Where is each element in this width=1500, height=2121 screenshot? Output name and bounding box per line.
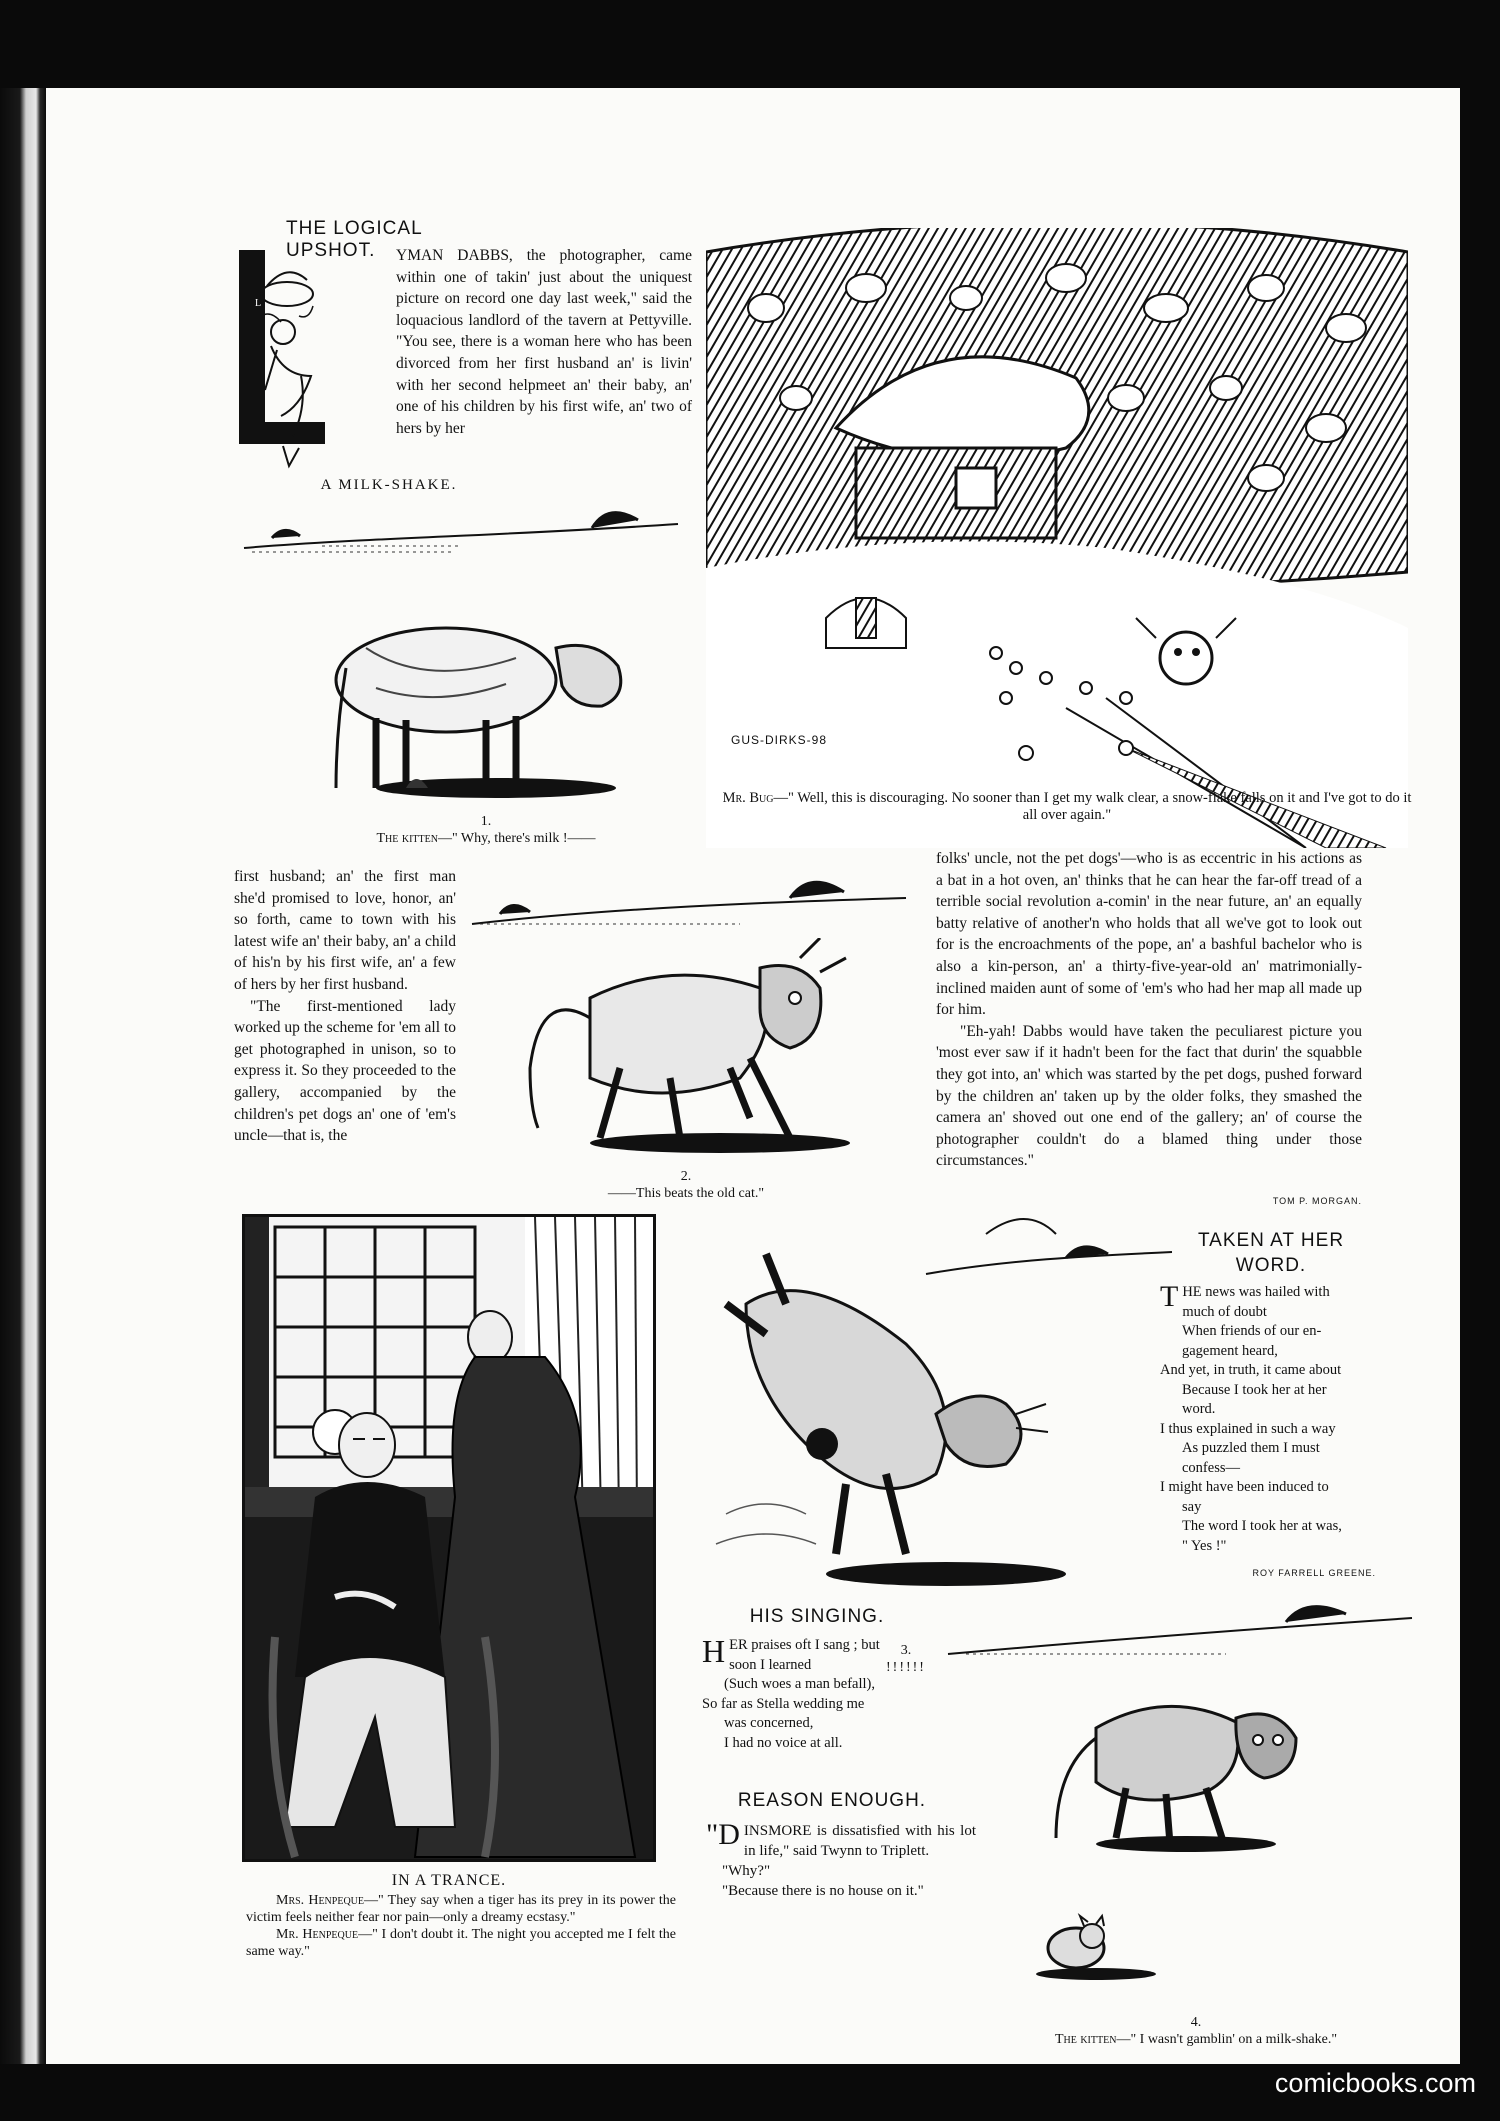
trance-caption (246, 1892, 676, 1960)
poem-line: say (1182, 1498, 1202, 1515)
panel4-caption (986, 2014, 1406, 2048)
panel2-bull-illustration (520, 938, 880, 1168)
reason-drop-cap: "D (706, 1818, 740, 1851)
taken-poem-lines (1160, 1280, 1390, 1556)
poem-line: confess— (1182, 1459, 1240, 1476)
poem-line: And yet, in truth, it came about (1160, 1362, 1342, 1378)
bug-cartoon-signature: GUS-DIRKS-98 (731, 733, 828, 747)
poem-line: The word I took her at was, (1182, 1518, 1342, 1534)
his-singing-title: HIS SINGING. (749, 1606, 885, 1627)
trance-speaker2: Mr. Henpeque (276, 1927, 359, 1942)
poem-line: was concerned, (724, 1715, 814, 1731)
poem-line: So far as Stella wedding me (702, 1695, 865, 1712)
panel2-text: ——This beats the old cat." (607, 1186, 765, 1201)
panel4-number: 4. (1190, 2015, 1202, 2030)
poem-line: soon I learned (729, 1656, 812, 1673)
panel2-number: 2. (680, 1169, 692, 1184)
logical-upshot-col2-p1: first husband; an' the first man she'd promised to love, honor, an' so forth, came to town with his latest wife an' their baby, an' a child of his'n by his first wife, an' a few of hers by her first husband. (234, 868, 456, 993)
logical-upshot-col3-p1: folks' uncle, not the pet dogs'—who is as eccentric in his actions as a bat in a hot oven, an' thinks that he can hear the far-off tread of a terrible social revolution a-comin' in the near future, an' an equally batty relative of another'n who holds that all we've got to look out for is the encroachments of the pope, an' a bashful bachelor who is also a kin-person, an' a thirty-five-year-old an' matrimonially-inclined maiden aunt of some of 'em's who had her map all made up for him. (936, 850, 1362, 1019)
taken-at-her-word-title: TAKEN AT HER WORD. (1197, 1230, 1345, 1276)
trance-line2: —" I don't doubt it. The night you accepted me I felt the same way." (246, 1927, 677, 1959)
poem-line: " Yes !" (1182, 1537, 1227, 1554)
taken-signature: ROY FARRELL GREENE. (1252, 1568, 1376, 1578)
poem-line: ER praises oft I sang ; but (729, 1637, 880, 1653)
logical-upshot-col1 (396, 245, 692, 439)
panel3-text: !!!!!! (886, 1660, 926, 1675)
poem-line: gagement heard, (1182, 1342, 1278, 1359)
poem-line: I thus explained in such a way (1160, 1420, 1336, 1437)
trance-line1: —" They say when a tiger has its prey in its power the victim feels neither fear nor pain—only a dreamy ecstasy." (246, 1893, 677, 1925)
reason-p1: INSMORE is dissatisfied with his lot in life," said Twynn to Triplett. (743, 1823, 976, 1859)
logical-upshot-para1: YMAN DABBS, the photographer, came within one of takin' just about the uniquest picture on record one day last week," said the loquacious landlord of the tavern at Pettyville. "You see, there is a woman here who has been divorced from her first husband an' is livin' with her second helpmeet an' their baby, an' one of his children by his first wife, an' two of hers by her (396, 247, 692, 437)
panel4-cow-and-kitten-illustration (1026, 1678, 1366, 2018)
poem-line: word. (1182, 1401, 1216, 1417)
logical-upshot-col3 (936, 848, 1362, 1172)
panel1-caption (296, 813, 676, 847)
illustrated-drop-cap-l (231, 246, 331, 474)
poem-line: When friends of our en- (1182, 1323, 1322, 1339)
panel3-number: 3. (900, 1643, 912, 1658)
taken-drop-cap: T (1160, 1280, 1179, 1313)
reason-p3: "Because there is no house on it." (722, 1883, 924, 1899)
reason-enough-title: REASON ENOUGH. (737, 1790, 927, 1811)
panel1-text: —" Why, there's milk !—— (437, 831, 596, 846)
logical-upshot-col3-p2: "Eh-yah! Dabbs would have taken the peculiarest picture you 'most ever saw if it hadn't been for the fact that durin' the squabble they got into, an' which was started by the pet dogs, pushed forward by the children an' taken up by the older folks, they smashed the camera an' shoved out one end of the gallery; an' of course the photographer couldn't do a blamed thing under those circumstances." (936, 1022, 1362, 1170)
milk-shake-heading: A MILK-SHAKE. (320, 477, 458, 493)
logical-upshot-col2 (234, 866, 456, 1147)
panel3-bucking-cow-illustration (706, 1214, 1176, 1634)
panel1-horizon (242, 498, 682, 558)
his-singing-drop-cap: H (702, 1633, 726, 1669)
panel4-horizon (946, 1588, 1416, 1658)
poem-line: I might have been induced to (1160, 1479, 1329, 1495)
panel2-horizon (470, 858, 910, 928)
taken-at-her-word-poem (1160, 1280, 1390, 1556)
poem-line: I had no voice at all. (724, 1734, 843, 1751)
panel1-speaker: The kitten (376, 831, 438, 846)
poem-line: Because I took her at her (1182, 1381, 1327, 1398)
his-singing-lines (702, 1633, 972, 1753)
bug-cartoon-caption (714, 790, 1420, 824)
reason-enough-text (706, 1818, 976, 1901)
article-title-logical-upshot: THE LOGICAL UPSHOT. (286, 218, 422, 261)
bug-caption-text: —" Well, this is discouraging. No sooner than I get my walk clear, a snow-flake falls on it and I've got to do it all over again." (773, 790, 1412, 823)
bug-caption-speaker: Mr. Bug (722, 790, 774, 806)
panel2-caption (566, 1168, 806, 1202)
panel4-speaker: The kitten (1054, 2032, 1117, 2047)
logical-upshot-col2-p2: "The first-mentioned lady worked up the scheme for 'em all to get photographed in unison, so to express it. So they proceeded to the gallery, accompanied by the children's pet dogs an' one of 'em's uncle—that is, the (234, 997, 456, 1145)
poem-line: As puzzled them I must (1182, 1440, 1320, 1456)
book-spine (0, 88, 46, 2064)
drop-cap-letter: L (255, 298, 262, 309)
poem-line: (Such woes a man befall), (724, 1676, 875, 1692)
trance-title: IN A TRANCE. (391, 1872, 507, 1889)
panel1-cow-illustration (306, 608, 666, 808)
bug-snow-cartoon (706, 228, 1408, 848)
panel1-number: 1. (480, 814, 492, 829)
logical-upshot-signature: TOM P. MORGAN. (1272, 1196, 1362, 1206)
site-watermark: comicbooks.com (1274, 2068, 1476, 2098)
his-singing-poem (702, 1633, 972, 1753)
magazine-page (46, 88, 1460, 2064)
trance-speaker1: Mrs. Henpeque (276, 1893, 365, 1908)
panel4-text: —" I wasn't gamblin' on a milk-shake." (1116, 2032, 1338, 2047)
poem-line: HE news was hailed with (1182, 1284, 1330, 1300)
reason-p2: "Why?" (722, 1863, 771, 1879)
trance-illustration (242, 1214, 656, 1862)
poem-line: much of doubt (1182, 1303, 1267, 1320)
